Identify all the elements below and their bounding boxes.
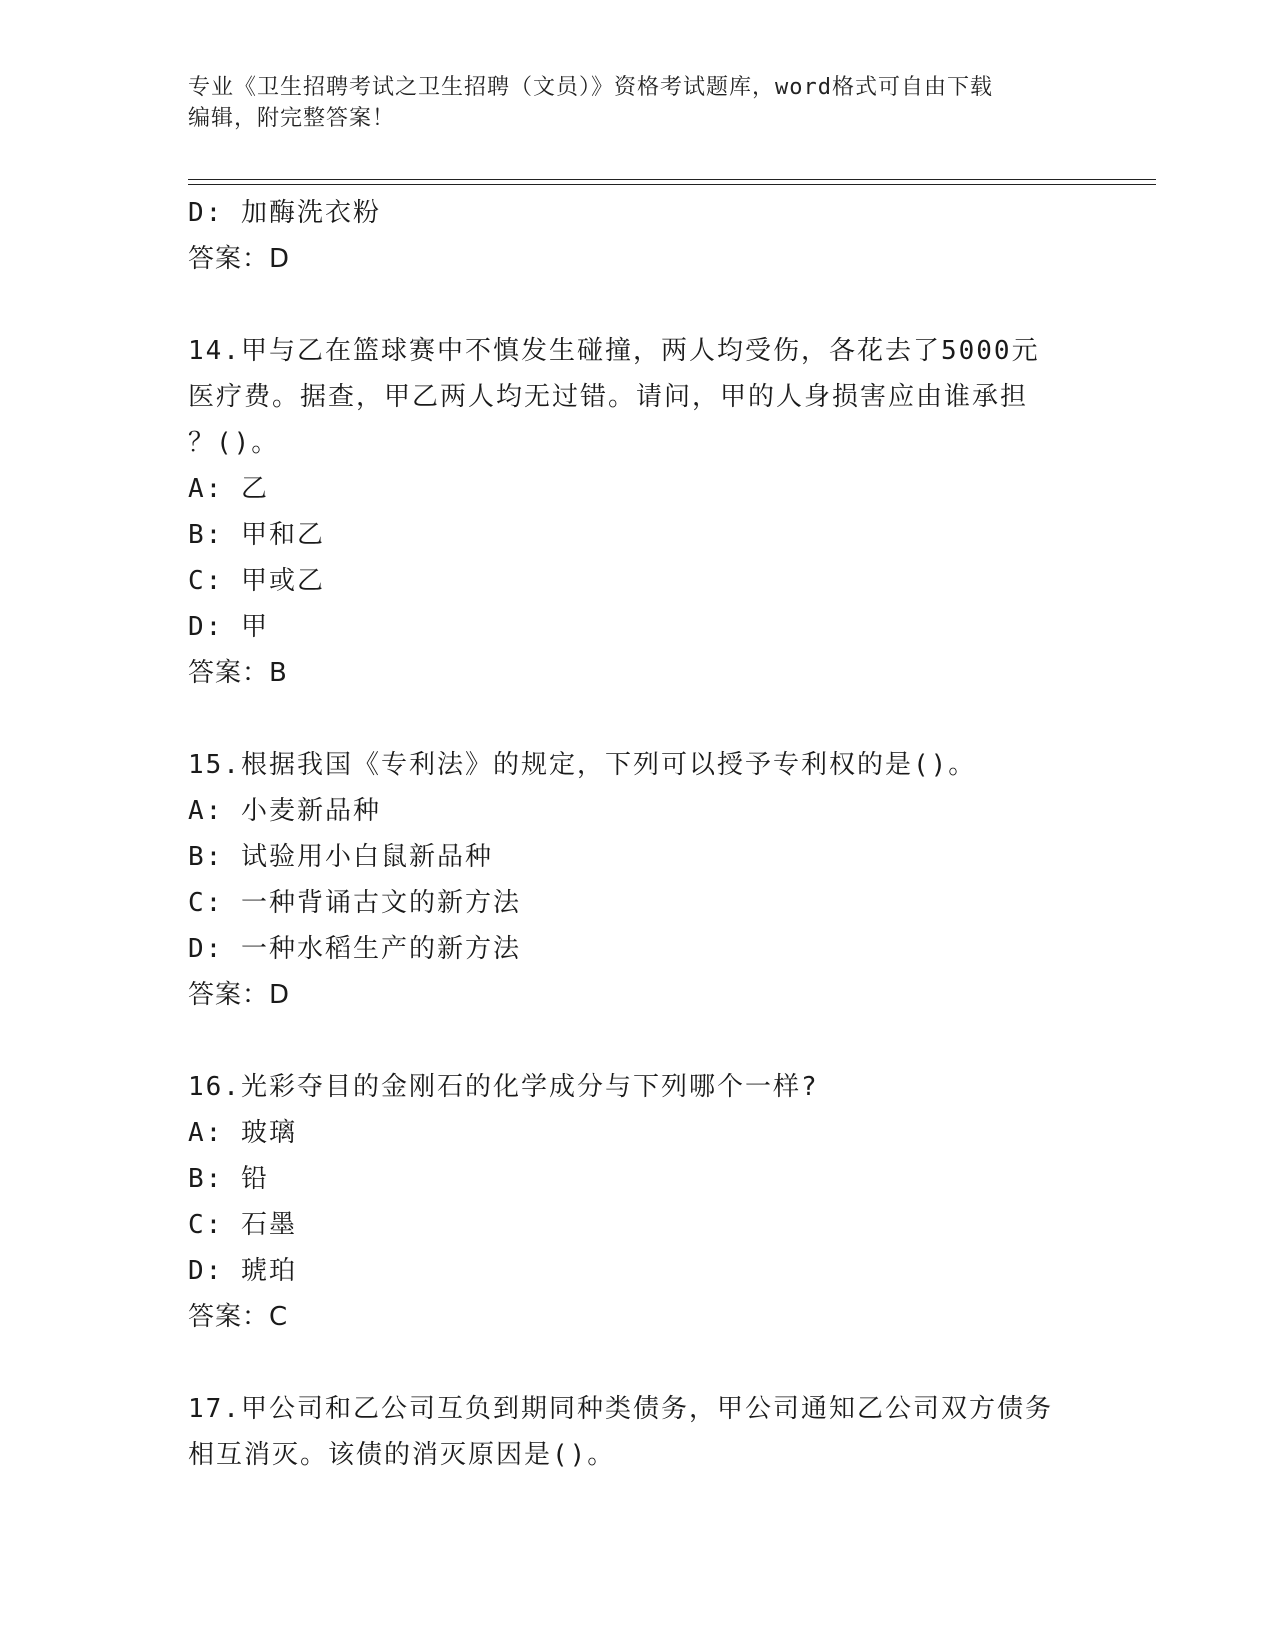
question-14 (188, 328, 1088, 696)
option-b: B: 铅 (188, 1164, 269, 1194)
question-stem-line: 相互消灭。该债的消灭原因是()。 (188, 1440, 616, 1470)
option-b: B: 甲和乙 (188, 520, 325, 550)
option-a: A: 小麦新品种 (188, 796, 381, 826)
header-line-1: 专业《卫生招聘考试之卫生招聘（文员）》资格考试题库，word格式可自由下载 (188, 75, 993, 100)
question-17 (188, 1386, 1088, 1478)
answer-line: 答案：D (188, 980, 291, 1010)
question-stem-line: 17.甲公司和乙公司互负到期同种类债务，甲公司通知乙公司双方债务 (188, 1394, 1053, 1424)
header-divider-top (188, 179, 1156, 180)
question-16 (188, 1064, 1088, 1340)
option-c: C: 甲或乙 (188, 566, 325, 596)
question-list (188, 190, 1088, 1478)
answer-line: 答案：C (188, 1302, 289, 1332)
question-stem-line: ？()。 (188, 428, 280, 458)
option-d: D: 加酶洗衣粉 (188, 198, 381, 228)
question-stem-line: 16.光彩夺目的金刚石的化学成分与下列哪个一样? (188, 1072, 819, 1102)
option-d: D: 一种水稻生产的新方法 (188, 934, 521, 964)
option-c: C: 一种背诵古文的新方法 (188, 888, 521, 918)
option-b: B: 试验用小白鼠新品种 (188, 842, 493, 872)
header-line-2: 编辑，附完整答案！ (188, 106, 396, 131)
option-c: C: 石墨 (188, 1210, 297, 1240)
prev-question-tail (188, 190, 1088, 282)
option-d: D: 琥珀 (188, 1256, 297, 1286)
question-15 (188, 742, 1088, 1018)
header-divider-bottom (188, 184, 1156, 185)
question-stem-line: 15.根据我国《专利法》的规定，下列可以授予专利权的是()。 (188, 750, 977, 780)
answer-line: 答案：D (188, 244, 291, 274)
question-stem-line: 14.甲与乙在篮球赛中不慎发生碰撞，两人均受伤，各花去了5000元 (188, 336, 1040, 366)
option-a: A: 乙 (188, 474, 269, 504)
answer-line: 答案：B (188, 658, 288, 688)
document-header (188, 72, 1088, 134)
option-d: D: 甲 (188, 612, 269, 642)
question-stem-line: 医疗费。据查，甲乙两人均无过错。请问，甲的人身损害应由谁承担 (188, 382, 1029, 412)
option-a: A: 玻璃 (188, 1118, 297, 1148)
